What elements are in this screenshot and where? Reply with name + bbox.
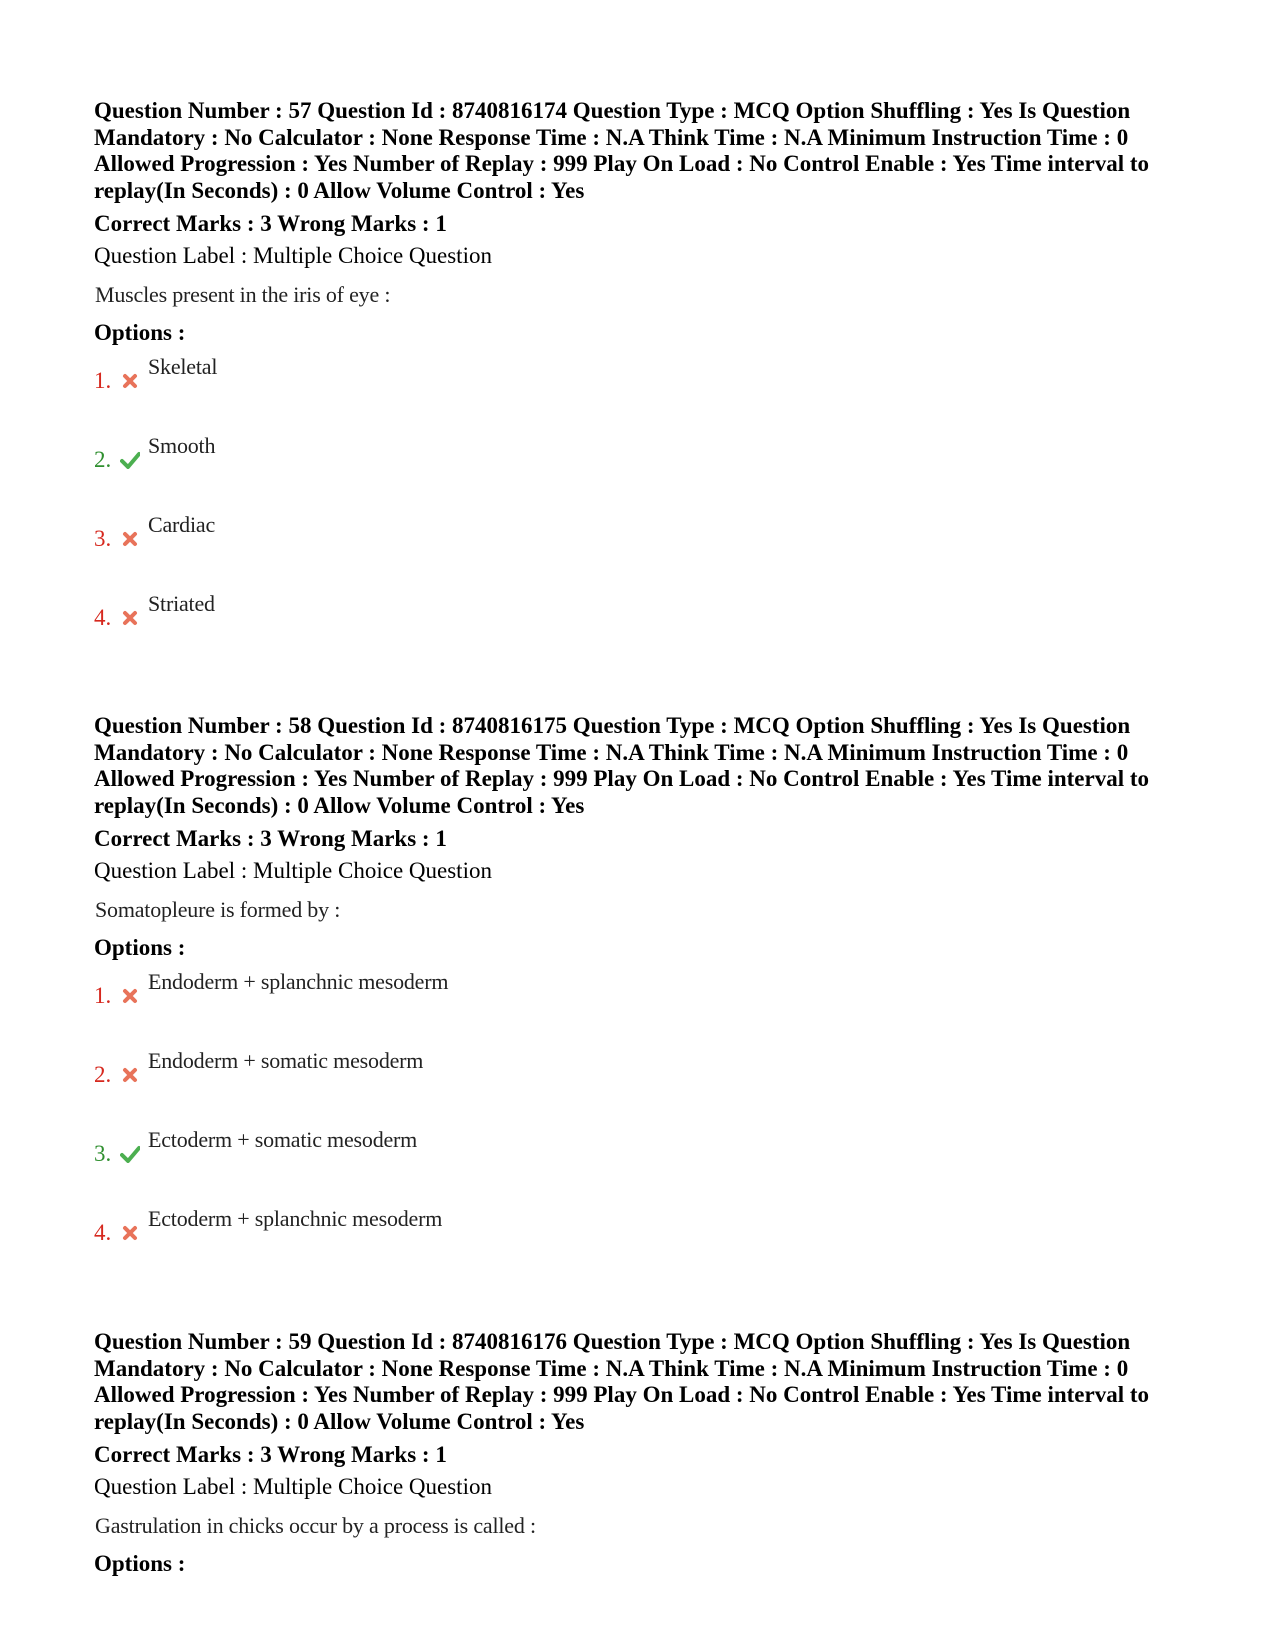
option-number: 1.: [94, 368, 112, 393]
question-stem: Gastrulation in chicks occur by a process is called :: [95, 1513, 536, 1538]
option-text: Endoderm + splanchnic mesoderm: [148, 969, 449, 994]
cross-icon: [120, 1224, 140, 1242]
cross-icon: [120, 1066, 140, 1084]
option-number: 4.: [94, 1220, 112, 1245]
option-3: [94, 504, 1194, 583]
cross-icon: [120, 530, 140, 548]
option-number: 2.: [94, 447, 112, 472]
check-icon: [120, 451, 140, 469]
options-heading: Options :: [94, 320, 186, 345]
option-4: [94, 583, 1194, 662]
option-3: [94, 1119, 1194, 1198]
cross-icon: [120, 372, 140, 390]
option-number: 2.: [94, 1062, 112, 1087]
option-text: Striated: [148, 591, 215, 616]
option-text: Cardiac: [148, 512, 216, 537]
question-label: Question Label : Multiple Choice Question: [94, 1474, 492, 1499]
question-58: [94, 713, 1194, 1277]
option-2: [94, 1040, 1194, 1119]
question-57: [94, 98, 1194, 662]
option-text: Ectoderm + somatic mesoderm: [148, 1127, 418, 1152]
question-marks: Correct Marks : 3 Wrong Marks : 1: [94, 211, 447, 236]
option-4: [94, 1198, 1194, 1277]
question-meta: Question Number : 58 Question Id : 8740816175 Question Type : MCQ Option Shuffling : Yes Is Question Mandatory : No Calculator : None Response Time : N.A Think Time : N.A Minimum Instruction Time : 0 Allowed Progression : Yes Number of Replay : 999 Play On Load : No Control Enable : Yes Time interval to replay(In Seconds) : 0 Allow Volume Control : Yes: [94, 713, 1150, 818]
option-number: 1.: [94, 983, 112, 1008]
option-2: [94, 425, 1194, 504]
question-marks: Correct Marks : 3 Wrong Marks : 1: [94, 1442, 447, 1467]
options-heading: Options :: [94, 1551, 186, 1576]
question-meta: Question Number : 57 Question Id : 8740816174 Question Type : MCQ Option Shuffling : Yes Is Question Mandatory : No Calculator : None Response Time : N.A Think Time : N.A Minimum Instruction Time : 0 Allowed Progression : Yes Number of Replay : 999 Play On Load : No Control Enable : Yes Time interval to replay(In Seconds) : 0 Allow Volume Control : Yes: [94, 98, 1150, 203]
question-label: Question Label : Multiple Choice Question: [94, 243, 492, 268]
option-text: Smooth: [148, 433, 216, 458]
option-number: 4.: [94, 605, 112, 630]
options-list: [94, 346, 1194, 662]
question-label: Question Label : Multiple Choice Question: [94, 858, 492, 883]
cross-icon: [120, 609, 140, 627]
options-heading: Options :: [94, 935, 186, 960]
option-text: Skeletal: [148, 354, 218, 379]
options-list: [94, 961, 1194, 1277]
option-number: 3.: [94, 1141, 112, 1166]
question-marks: Correct Marks : 3 Wrong Marks : 1: [94, 826, 447, 851]
option-1: [94, 961, 1194, 1040]
question-meta: Question Number : 59 Question Id : 8740816176 Question Type : MCQ Option Shuffling : Yes Is Question Mandatory : No Calculator : None Response Time : N.A Think Time : N.A Minimum Instruction Time : 0 Allowed Progression : Yes Number of Replay : 999 Play On Load : No Control Enable : Yes Time interval to replay(In Seconds) : 0 Allow Volume Control : Yes: [94, 1329, 1150, 1434]
option-text: Endoderm + somatic mesoderm: [148, 1048, 424, 1073]
cross-icon: [120, 987, 140, 1005]
question-stem: Somatopleure is formed by :: [95, 897, 341, 922]
question-59: [94, 1329, 1194, 1577]
option-1: [94, 346, 1194, 425]
question-stem: Muscles present in the iris of eye :: [95, 282, 391, 307]
option-text: Ectoderm + splanchnic mesoderm: [148, 1206, 443, 1231]
option-number: 3.: [94, 526, 112, 551]
check-icon: [120, 1145, 140, 1163]
